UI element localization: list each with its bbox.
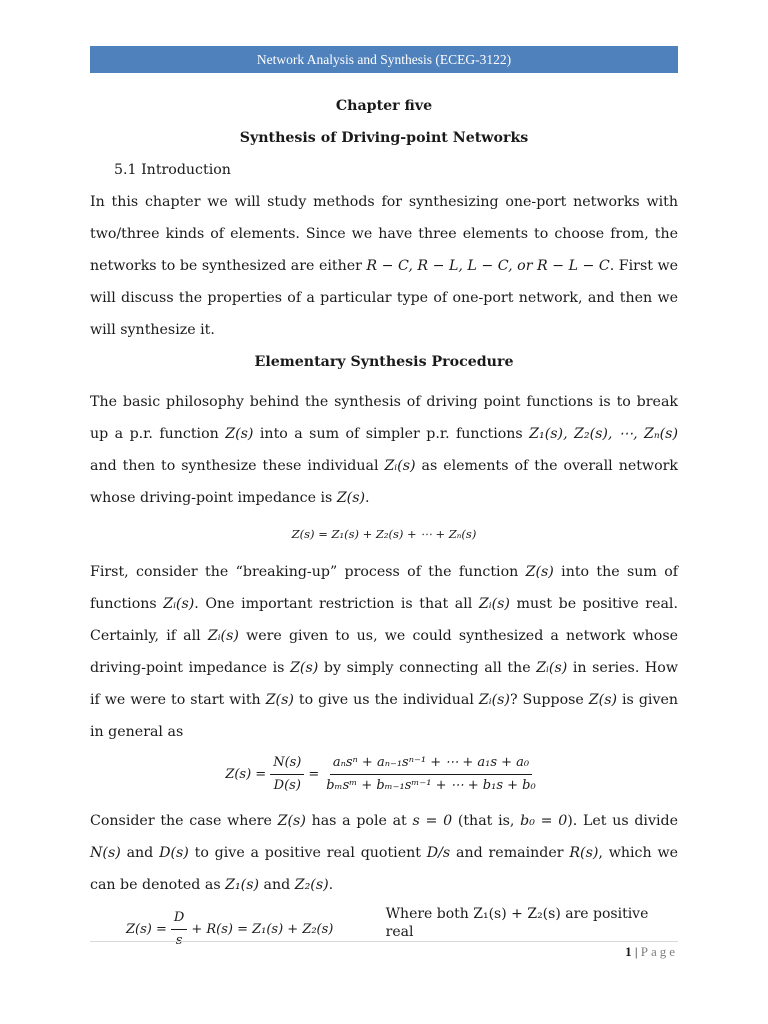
page-number: 1	[625, 944, 632, 959]
document-header	[90, 46, 678, 73]
fraction: $\frac{N(s)}{D(s)}$	[270, 754, 304, 795]
chapter-title: Synthesis of Driving-point Networks	[239, 130, 529, 146]
section-heading: 5.1 Introduction	[114, 162, 231, 178]
philosophy-paragraph: The basic philosophy behind the synthesis of driving point functions is to break up a p.r. function Z(s) into a sum of simpler p.r. functions Z₁(s), Z₂(s), ⋯, Zₙ(s) and then to synthesize these individual Zᵢ(s) as elements of the overall network whose driving-point impedance is Z(s).	[90, 394, 679, 506]
pole-paragraph: Consider the case where Z(s) has a pole at s = 0 (that is, b₀ = 0). Let us divide N(s) and D(s) to give a positive real quotient D/s and remainder R(s), which we can be denoted as Z₁(s) and Z₂(s).	[90, 813, 678, 893]
rational-function-equation: Z(s) = $\frac{N(s)}{D(s)}$ = $\frac{\text{aₙsⁿ + aₙ₋₁sⁿ⁻¹ + ⋯ + a₁s + a₀}}{\text{bₘsᵐ + bₘ₋₁sᵐ⁻¹ + ⋯ + b₁s + b₀}}$	[90, 754, 678, 795]
header-title: Network Analysis and Synthesis (ECEG-3122)	[256, 52, 512, 67]
fraction: D	[171, 909, 187, 950]
page-separator: |	[631, 944, 641, 959]
page-label: Page	[640, 944, 678, 959]
document-body	[90, 90, 678, 950]
footer-divider	[90, 941, 678, 942]
breakup-paragraph: First, consider the “breaking-up” process of the function Z(s) into the sum of functions Zᵢ(s). One important restriction is that all Zᵢ(s) must be positive real. Certainly, if all Zᵢ(s) were given to us, we could synthesized a network whose driving-point impedance is Z(s) by simply connecting all the Zᵢ(s) in series. How if we were to start with Z(s) to give us the individual Zᵢ(s)? Suppose Z(s) is given in general as	[90, 564, 679, 740]
fraction: $\frac{\text{aₙsⁿ + aₙ₋₁sⁿ⁻¹ + ⋯ + a₁s + a₀}}{\text{bₘsᵐ + bₘ₋₁sᵐ⁻¹ + ⋯ + b₁s + b₀}}$	[326, 755, 536, 793]
sum-equation: Z(s) = Z₁(s) + Z₂(s) + ⋯ + Zₙ(s)	[291, 527, 477, 541]
page-footer	[625, 944, 678, 960]
chapter-heading: Chapter five	[335, 98, 433, 114]
subheading: Elementary Synthesis Procedure	[254, 354, 514, 370]
inline-math: R − C, R − L, L − C, or R − L − C	[366, 258, 610, 274]
decomposition-equation: Z(s) = D + R(s) = Z₁(s) + Z₂(s) Where both Z₁(s) + Z₂(s) are positive real	[90, 909, 678, 950]
intro-paragraph: In this chapter we will study methods for synthesizing one-port networks with two/three kinds of elements. Since we have three elements to choose from, the networks to be synthesized are either R − C, R − L, L − C, or R − L − C. First we will discuss the properties of a particular type of one-port network, and then we will synthesize it.	[90, 194, 679, 338]
equation-note: Where both Z₁(s) + Z₂(s) are positive real	[385, 905, 649, 940]
